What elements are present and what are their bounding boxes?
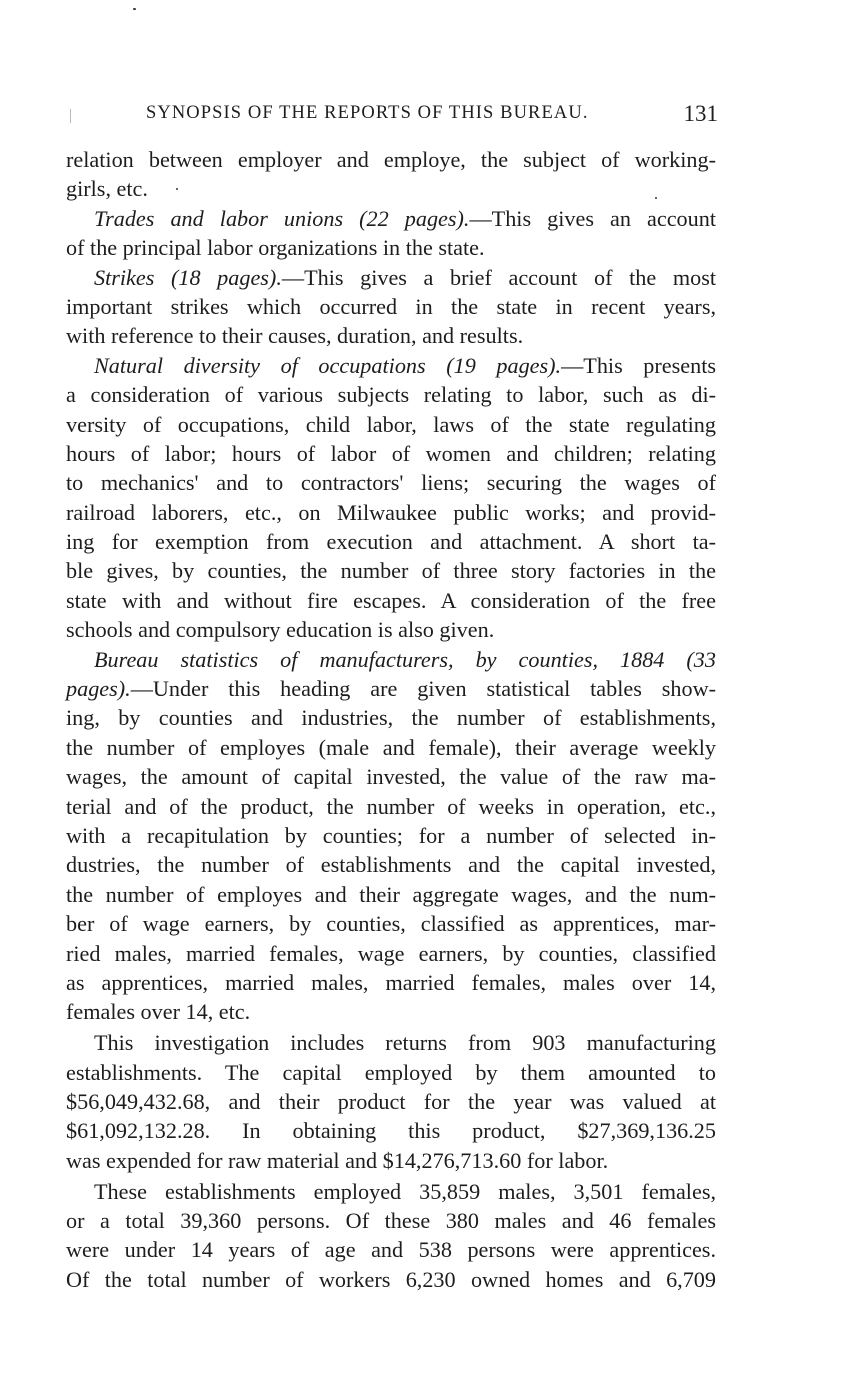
text-line: was expended for raw material and $14,276,713.60 for labor.: [66, 1147, 609, 1173]
paragraph-establishments: [66, 1177, 716, 1295]
text-line: or a total 39,360 persons. Of these 380 males and 46 females: [66, 1208, 716, 1234]
text-line: to mechanics' and to contractors' liens; securing the wages of: [66, 470, 716, 496]
text-line: were under 14 years of age and 538 persons were apprentices.: [66, 1237, 716, 1263]
text-line: dustries, the number of establishments and the capital invested,: [66, 852, 716, 878]
body-text: [66, 145, 716, 1294]
text-line: state with and without fire escapes. A consideration of the free: [66, 587, 716, 613]
text-line: ing, by counties and industries, the number of establishments,: [66, 705, 716, 731]
section-heading: Natural diversity of occupations (19 pages).: [94, 352, 562, 378]
paragraph-trades-unions: [66, 204, 716, 263]
text-line: Of the total number of workers 6,230 owned homes and 6,709: [66, 1266, 716, 1292]
text-fragment: —This gives a brief account of the most: [281, 264, 716, 290]
text-fragment: —This presents: [561, 352, 716, 378]
paragraph-manufacturers: [66, 645, 716, 1027]
text-fragment: —This gives an account: [469, 205, 717, 231]
section-heading-cont: pages).: [66, 676, 131, 702]
section-heading: Bureau statistics of manufacturers, by counties, 1884 (33: [94, 646, 716, 672]
text-line: with a recapitulation by counties; for a number of selected in-: [66, 822, 716, 848]
text-line: ried males, married females, wage earners, by counties, classified: [66, 940, 716, 966]
text-line: $56,049,432.68, and their product for the year was valued at: [66, 1089, 716, 1114]
text-line: ing for exemption from execution and attachment. A short ta-: [66, 529, 716, 555]
text-line: females over 14, etc.: [66, 999, 251, 1025]
paragraph-strikes: [66, 263, 716, 351]
text-line: [66, 351, 716, 380]
paragraph-investigation: [66, 1028, 716, 1175]
text-line: These establishments employed 35,859 males, 3,501 females,: [94, 1178, 716, 1204]
text-line: $61,092,132.28. In obtaining this product, $27,369,136.25: [66, 1118, 716, 1144]
text-line: schools and compulsory education is also given.: [66, 617, 495, 643]
running-head: [64, 101, 718, 131]
text-line: ble gives, by counties, the number of three story factories in the: [66, 558, 716, 584]
text-line: [66, 204, 716, 233]
text-line: a consideration of various subjects relating to labor, such as di-: [66, 382, 716, 408]
text-line: [66, 645, 716, 674]
text-line: the number of employes (male and female), their average weekly: [66, 734, 716, 760]
section-heading: Strikes (18 pages).: [94, 264, 282, 290]
text-line: as apprentices, married males, married females, males over 14,: [66, 969, 716, 995]
text-line: important strikes which occurred in the state in recent years,: [66, 293, 716, 319]
text-line: wages, the amount of capital invested, the value of the raw ma-: [66, 764, 716, 790]
text-line: relation between employer and employe, the subject of working-: [66, 147, 716, 172]
text-line: of the principal labor organizations in the state.: [66, 235, 485, 261]
text-line: the number of employes and their aggregate wages, and the num-: [66, 881, 716, 907]
text-line: establishments. The capital employed by them amounted to: [66, 1059, 716, 1085]
text-line: hours of labor; hours of labor of women and children; relating: [66, 440, 716, 466]
text-line: versity of occupations, child labor, laws of the state regulating: [66, 411, 716, 437]
text-fragment: —Under this heading are given statistical tables show-: [130, 676, 716, 702]
print-speck: [133, 8, 136, 10]
paragraph-occupations: [66, 351, 716, 645]
page-title: SYNOPSIS OF THE REPORTS OF THIS BUREAU.: [146, 103, 589, 123]
text-line: [66, 674, 716, 703]
text-line: with reference to their causes, duration, and results.: [66, 323, 524, 349]
text-line: terial and of the product, the number of weeks in operation, etc.,: [66, 793, 716, 819]
text-line: girls, etc.: [66, 176, 148, 202]
text-line: ber of wage earners, by counties, classified as apprentices, mar-: [66, 911, 716, 937]
page-number: 131: [683, 101, 718, 126]
text-line: railroad laborers, etc., on Milwaukee public works; and provid-: [66, 499, 716, 525]
section-heading: Trades and labor unions (22 pages).: [94, 205, 470, 231]
text-line: This investigation includes returns from 903 manufacturing: [94, 1030, 716, 1056]
text-line: [66, 263, 716, 292]
paragraph-continued: [66, 145, 716, 204]
